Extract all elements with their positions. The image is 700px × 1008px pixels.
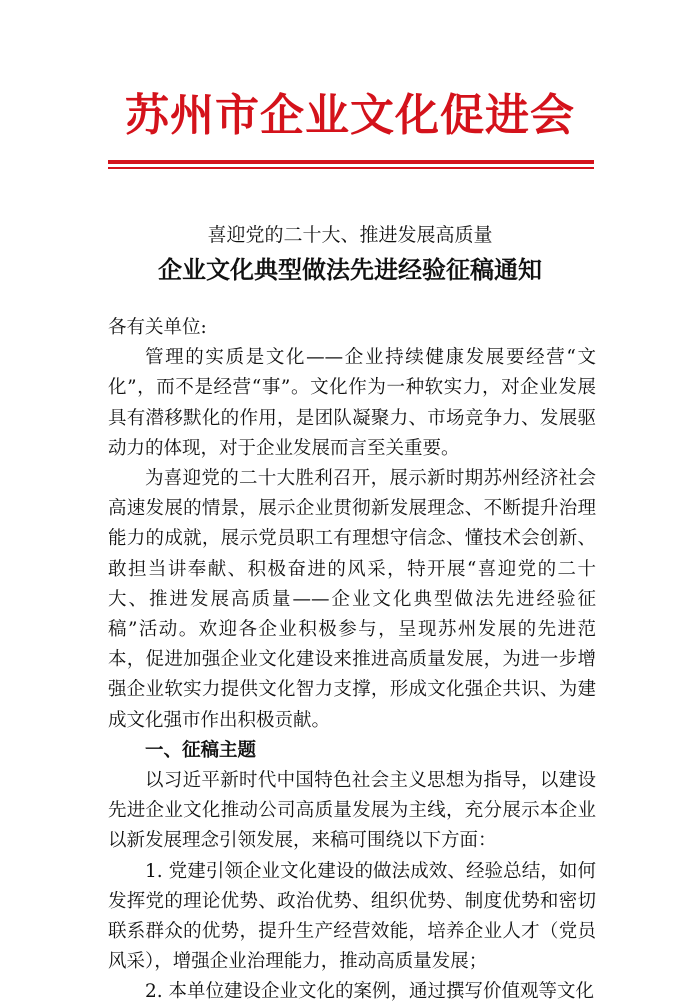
- salutation: 各有关单位:: [108, 317, 207, 338]
- body-paragraph: 管理的实质是文化——企业持续健康发展要经营“文化”，而不是经营“事”。文化作为一种软实力，对企业发展具有潜移默化的作用，是团队凝聚力、市场竞争力、发展驱动力的体现，对于企业发展而言至关重要。: [108, 347, 596, 459]
- body-paragraph: 为喜迎党的二十大胜利召开，展示新时期苏州经济社会高速发展的情景，展示企业贯彻新发展理念、不断提升治理能力的成就，展示党员职工有理想守信念、懂技术会创新、敢担当讲奉献、积极奋进的风采，特开展“喜迎党的二十大、推进发展高质量——企业文化典型做法先进经验征稿”活动。欢迎各企业积极参与，呈现苏州发展的先进范本，促进加强企业文化建设来推进高质量发展，为进一步增强企业软实力提供文化智力支撑，形成文化强企共识、为建成文化强市作出积极贡献。: [108, 468, 596, 731]
- list-item: 1. 党建引领企业文化建设的做法成效、经验总结，如何发挥党的理论优势、政治优势、组织优势、制度优势和密切联系群众的优势，提升生产经营效能，培养企业人才（党员风采），增强企业治理能力，推动高质量发展；: [108, 860, 596, 973]
- section-heading: 一、征稿主题: [145, 739, 257, 761]
- document-body: [108, 313, 596, 1008]
- section-intro: 以习近平新时代中国特色社会主义思想为指导，以建设先进企业文化推动公司高质量发展为主线，充分展示本企业以新发展理念引领发展，来稿可围绕以下方面：: [108, 770, 596, 852]
- header-divider-thick: [108, 160, 594, 164]
- document-title: 企业文化典型做法先进经验征稿通知: [158, 255, 542, 284]
- organization-title: 苏州市企业文化促进会: [125, 90, 575, 141]
- document-subtitle: 喜迎党的二十大、推进发展高质量: [207, 224, 493, 246]
- list-item: 2. 本单位建设企业文化的案例，通过撰写价值观等文化: [145, 981, 595, 1003]
- header-divider-thin: [108, 167, 594, 169]
